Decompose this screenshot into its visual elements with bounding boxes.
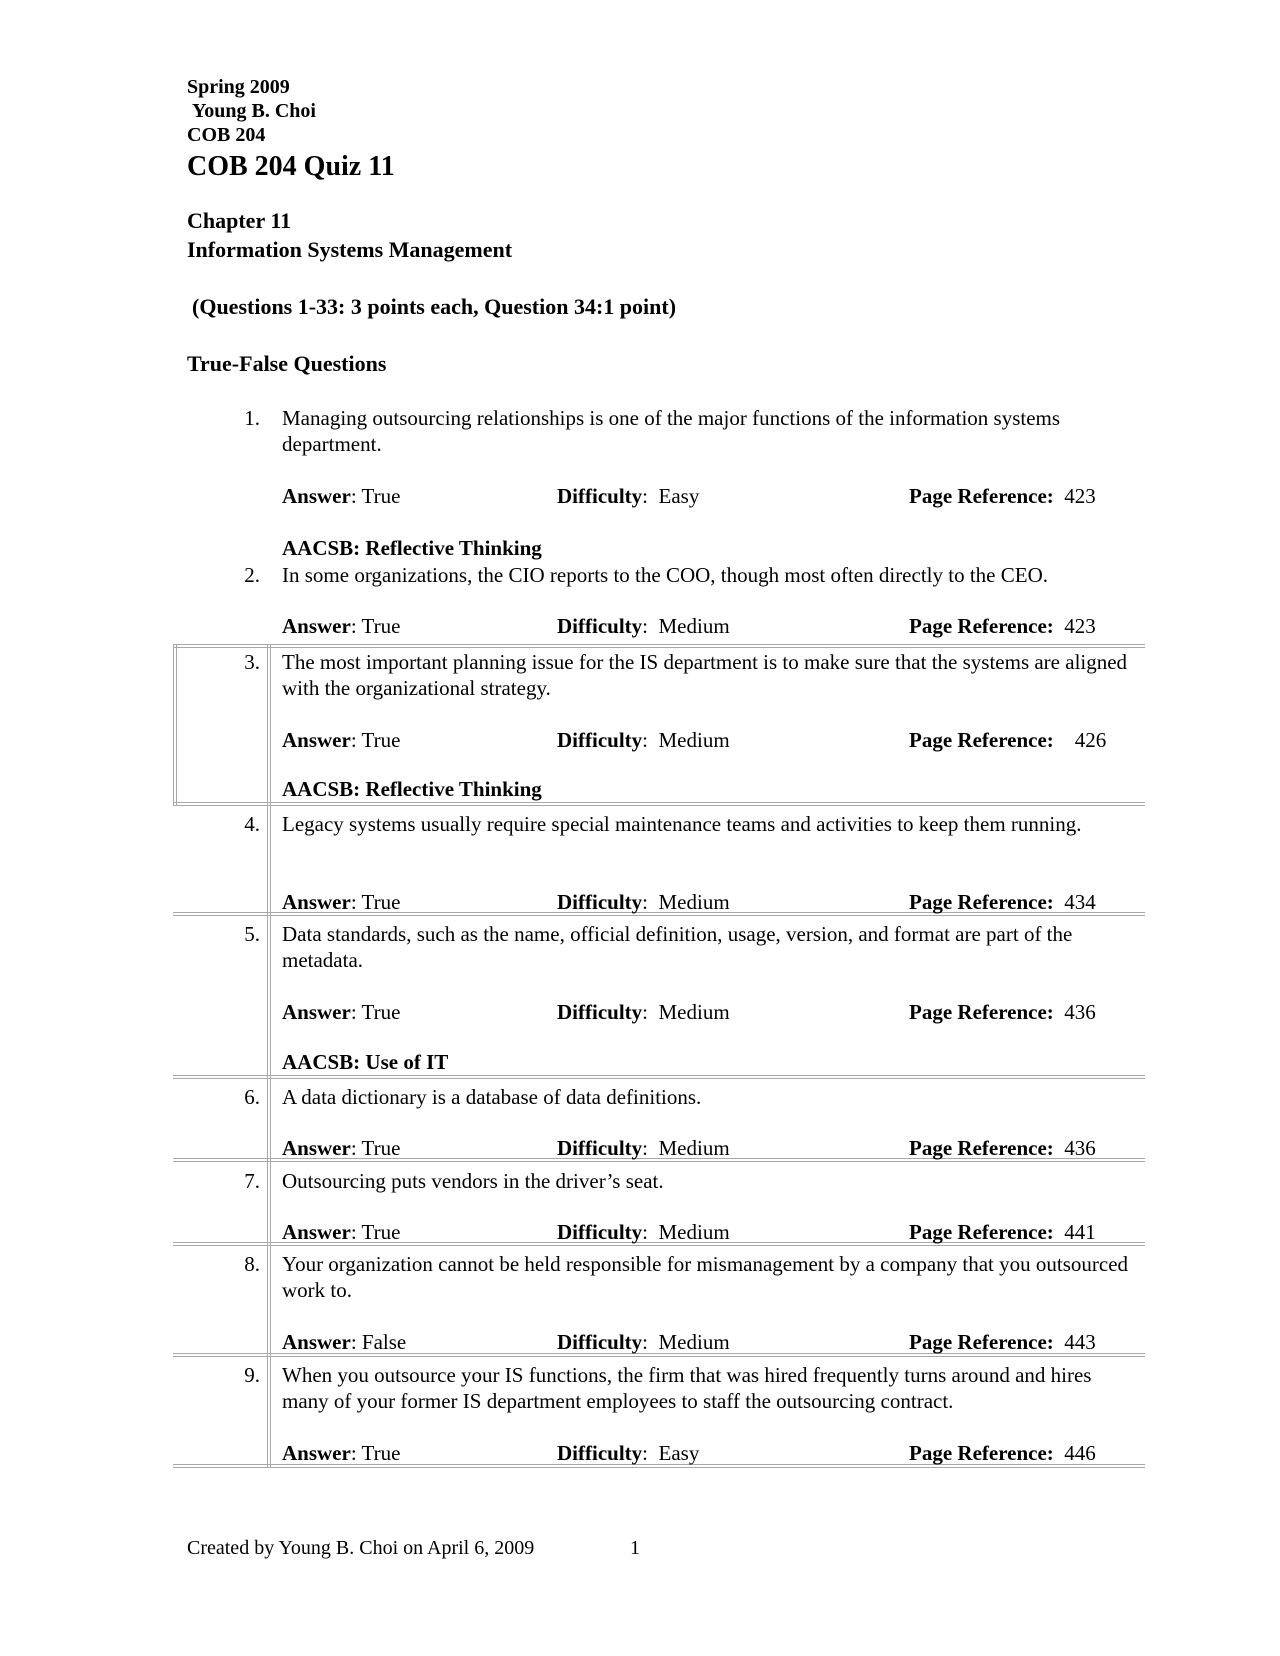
chapter-title: Information Systems Management <box>187 237 513 262</box>
difficulty-field: Difficulty: Medium <box>557 890 730 914</box>
question-text: Managing outsourcing relationships is one of the major functions of the information systems department. <box>282 406 1061 456</box>
difficulty-value: Medium <box>658 614 730 638</box>
answer-value: True <box>361 1220 401 1244</box>
answer-label: Answer <box>282 728 351 752</box>
section-title: True-False Questions <box>187 351 387 376</box>
page-reference-value: 423 <box>1064 614 1096 638</box>
author-label: Young B. Choi <box>192 100 316 122</box>
question-text: A data dictionary is a database of data definitions. <box>282 1085 702 1109</box>
answer-field: Answer: True <box>282 1220 401 1244</box>
table-border <box>173 644 1145 648</box>
footer-created: Created by Young B. Choi on April 6, 2009 <box>187 1537 535 1559</box>
difficulty-value: Medium <box>658 1330 730 1354</box>
answer-label: Answer <box>282 1136 351 1160</box>
table-border <box>173 802 1145 806</box>
answer-label: Answer <box>282 484 351 508</box>
semester-label: Spring 2009 <box>187 76 290 98</box>
page-reference-field <box>909 1441 1096 1466</box>
question-number: 4. <box>244 812 260 836</box>
answer-value: True <box>361 728 401 752</box>
question-number: 8. <box>244 1252 260 1276</box>
page-reference-label: Page Reference: <box>909 614 1054 638</box>
difficulty-label: Difficulty <box>557 1330 643 1354</box>
answer-value: True <box>361 484 401 508</box>
answer-value: False <box>361 1330 407 1354</box>
question-number: 5. <box>244 922 260 946</box>
table-border <box>267 644 271 1468</box>
difficulty-field: Difficulty: Easy <box>557 1441 700 1465</box>
question-text: When you outsource your IS functions, the firm that was hired frequently turns around and hires many of your former IS department employees to staff the outsourcing contract. <box>282 1363 1092 1413</box>
aacsb-tag: AACSB: Reflective Thinking <box>282 777 542 801</box>
aacsb-tag: AACSB: Reflective Thinking <box>282 536 542 560</box>
answer-label: Answer <box>282 890 351 914</box>
chapter-heading: Chapter 11 <box>187 208 292 233</box>
difficulty-field: Difficulty: Medium <box>557 1220 730 1244</box>
page-reference-value: 436 <box>1064 1000 1096 1024</box>
answer-value: True <box>361 890 401 914</box>
course-label: COB 204 <box>187 124 266 146</box>
page-reference-field <box>909 1136 1096 1161</box>
difficulty-value: Medium <box>658 1220 730 1244</box>
difficulty-value: Easy <box>658 484 700 508</box>
page-reference-value: 443 <box>1064 1330 1096 1354</box>
difficulty-value: Medium <box>658 1000 730 1024</box>
difficulty-label: Difficulty <box>557 484 643 508</box>
answer-label: Answer <box>282 1220 351 1244</box>
page-reference-label: Page Reference: <box>909 1220 1054 1244</box>
question-number: 2. <box>244 563 260 587</box>
difficulty-label: Difficulty <box>557 890 643 914</box>
question-text: Legacy systems usually require special maintenance teams and activities to keep them running. <box>282 812 1082 836</box>
question-number: 6. <box>244 1085 260 1109</box>
page-reference-value: 436 <box>1064 1136 1096 1160</box>
page-number: 1 <box>630 1537 640 1559</box>
difficulty-field: Difficulty: Medium <box>557 1000 730 1024</box>
difficulty-value: Medium <box>658 728 730 752</box>
answer-field: Answer: True <box>282 728 401 752</box>
difficulty-label: Difficulty <box>557 1441 643 1465</box>
difficulty-field: Difficulty: Medium <box>557 728 730 752</box>
answer-field: Answer: True <box>282 1000 401 1024</box>
question-text: Your organization cannot be held responsible for mismanagement by a company that you outsourced work to. <box>282 1252 1129 1302</box>
answer-field: Answer: False <box>282 1330 407 1354</box>
page-reference-label: Page Reference: <box>909 728 1054 752</box>
page-reference-value: 434 <box>1064 890 1096 914</box>
difficulty-label: Difficulty <box>557 614 643 638</box>
difficulty-field: Difficulty: Easy <box>557 484 700 508</box>
page-reference-field <box>909 890 1096 915</box>
difficulty-label: Difficulty <box>557 728 643 752</box>
answer-field: Answer: True <box>282 1136 401 1160</box>
answer-label: Answer <box>282 1330 351 1354</box>
answer-field: Answer: True <box>282 484 401 508</box>
answer-label: Answer <box>282 1441 351 1465</box>
page-reference-field <box>909 1220 1096 1245</box>
difficulty-label: Difficulty <box>557 1000 643 1024</box>
answer-field: Answer: True <box>282 890 401 914</box>
points-note: (Questions 1-33: 3 points each, Question 34:1 point) <box>192 294 677 319</box>
answer-label: Answer <box>282 1000 351 1024</box>
difficulty-value: Medium <box>658 890 730 914</box>
page-reference-label: Page Reference: <box>909 890 1054 914</box>
answer-value: True <box>361 1136 401 1160</box>
page-reference-field <box>909 728 1106 753</box>
difficulty-field: Difficulty: Medium <box>557 1136 730 1160</box>
answer-value: True <box>361 1000 401 1024</box>
page-reference-label: Page Reference: <box>909 1136 1054 1160</box>
page-reference-value: 446 <box>1064 1441 1096 1465</box>
answer-value: True <box>361 1441 401 1465</box>
aacsb-tag: AACSB: Use of IT <box>282 1050 449 1074</box>
page-reference-label: Page Reference: <box>909 1000 1054 1024</box>
question-text: Outsourcing puts vendors in the driver’s seat. <box>282 1169 664 1193</box>
question-number: 7. <box>244 1169 260 1193</box>
page-reference-value: 423 <box>1064 484 1096 508</box>
page-reference-field <box>909 1330 1096 1355</box>
difficulty-value: Medium <box>658 1136 730 1160</box>
difficulty-field: Difficulty: Medium <box>557 1330 730 1354</box>
page-title: COB 204 Quiz 11 <box>187 151 395 182</box>
difficulty-value: Easy <box>658 1441 700 1465</box>
question-number: 1. <box>244 406 260 430</box>
page-reference-label: Page Reference: <box>909 1330 1054 1354</box>
page-reference-label: Page Reference: <box>909 484 1054 508</box>
table-border <box>173 1075 1145 1079</box>
page-reference-field <box>909 484 1096 509</box>
question-text: Data standards, such as the name, official definition, usage, version, and format are part of the metadata. <box>282 922 1073 972</box>
question-text: In some organizations, the CIO reports to the COO, though most often directly to the CEO. <box>282 563 1048 587</box>
page-reference-field <box>909 614 1096 639</box>
page-reference-field <box>909 1000 1096 1025</box>
table-border <box>173 644 177 806</box>
difficulty-label: Difficulty <box>557 1220 643 1244</box>
answer-label: Answer <box>282 614 351 638</box>
difficulty-label: Difficulty <box>557 1136 643 1160</box>
question-text: The most important planning issue for the IS department is to make sure that the systems are aligned with the organizational strategy. <box>282 650 1128 700</box>
page-reference-value: 426 <box>1074 728 1107 752</box>
question-number: 3. <box>244 650 260 674</box>
page-reference-label: Page Reference: <box>909 1441 1054 1465</box>
answer-value: True <box>361 614 401 638</box>
page-reference-value: 441 <box>1064 1220 1096 1244</box>
difficulty-field: Difficulty: Medium <box>557 614 730 638</box>
question-number: 9. <box>244 1363 260 1387</box>
answer-field: Answer: True <box>282 1441 401 1465</box>
answer-field: Answer: True <box>282 614 401 638</box>
